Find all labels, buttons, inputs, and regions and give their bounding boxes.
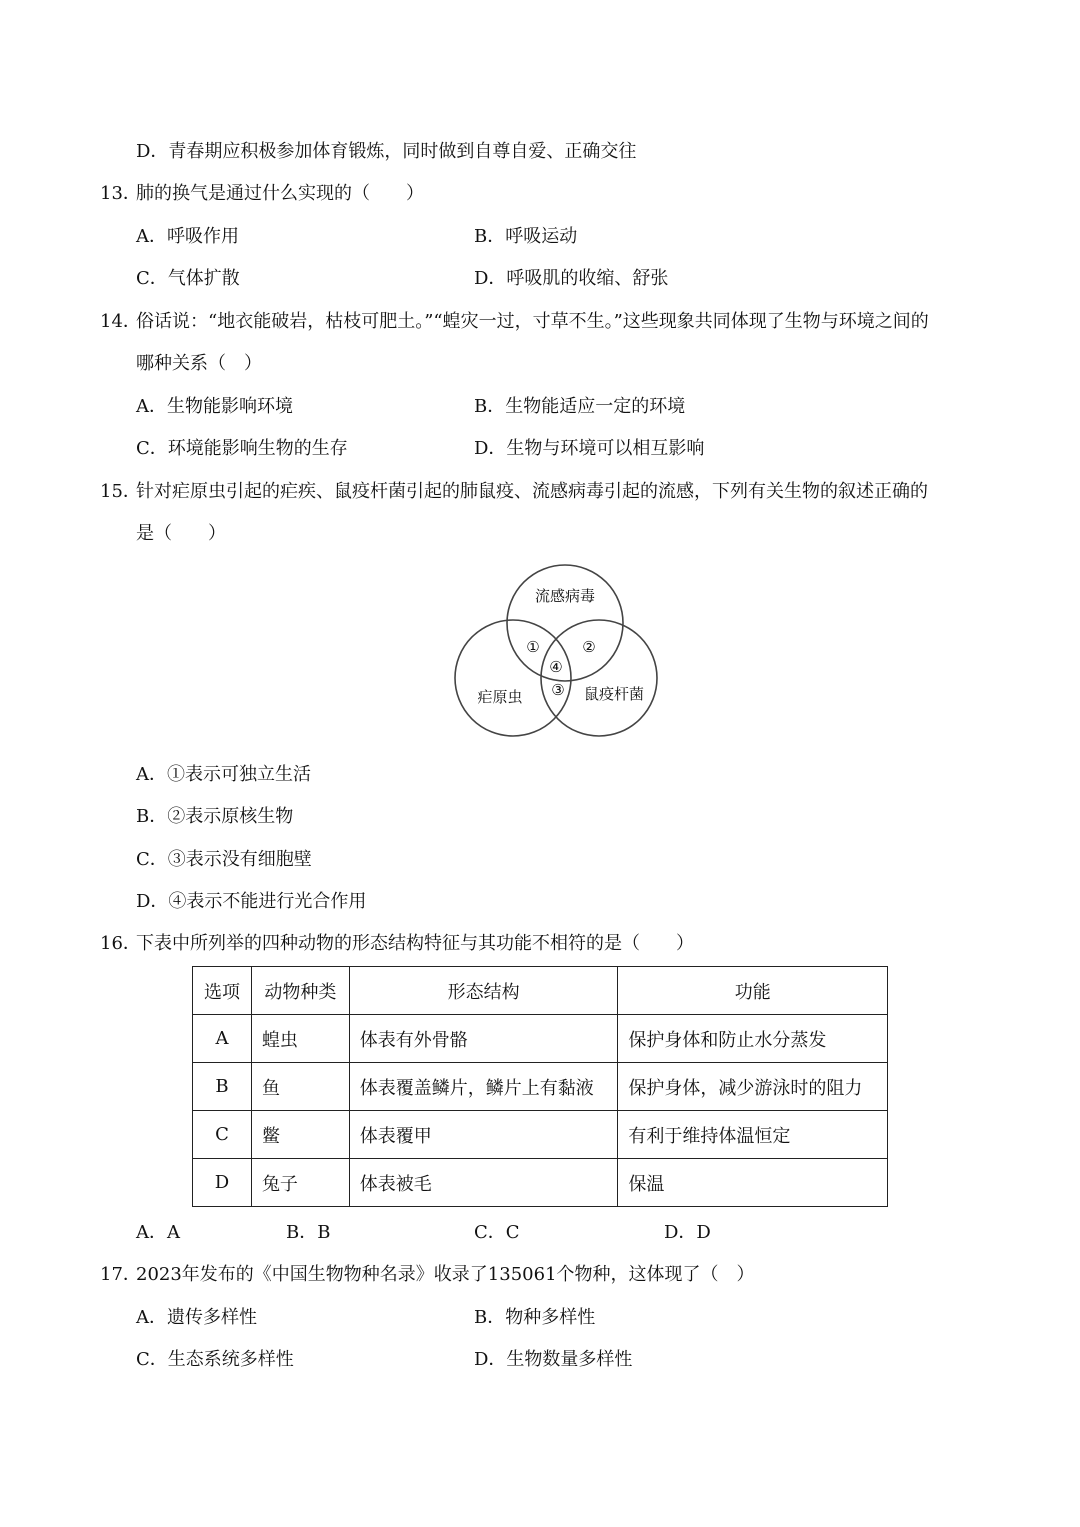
table-row [193, 1159, 888, 1207]
q14-option-b[interactable]: B．生物能适应一定的环境 [474, 396, 686, 417]
header-option: 选项 [193, 967, 252, 1015]
cell-animal: 蝗虫 [251, 1015, 349, 1063]
cell-animal: 鱼 [251, 1063, 349, 1111]
venn-circle-top [507, 565, 623, 681]
cell-structure: 体表覆盖鳞片，鳞片上有黏液 [349, 1063, 618, 1111]
q17-number: 17． [100, 1264, 141, 1285]
q15-number: 15． [100, 481, 141, 502]
cell-function: 有利于维持体温恒定 [618, 1111, 888, 1159]
q15-option-d[interactable]: D．④表示不能进行光合作用 [136, 891, 367, 912]
q14-stem-line1: 俗话说：“地衣能破岩，枯枝可肥土。”“蝗灾一过，寸草不生。”这些现象共同体现了生物与环境之间的 [136, 311, 929, 332]
q16-number: 16． [100, 933, 141, 954]
cell-function: 保温 [618, 1159, 888, 1207]
q15-option-a[interactable]: A．①表示可独立生活 [136, 764, 311, 785]
cell-option: D [193, 1159, 252, 1207]
q13-stem: 肺的换气是通过什么实现的（ ） [136, 183, 424, 204]
q16-stem: 下表中所列举的四种动物的形态结构特征与其功能不相符的是（ ） [136, 933, 694, 954]
venn-label-top: 流感病毒 [534, 587, 596, 605]
q16-option-c[interactable]: C．C [474, 1222, 520, 1243]
cell-animal: 兔子 [251, 1159, 349, 1207]
table-row [193, 1015, 888, 1063]
table-row [193, 1063, 888, 1111]
q17-option-b[interactable]: B．物种多样性 [474, 1307, 596, 1328]
cell-structure: 体表被毛 [349, 1159, 618, 1207]
q16-option-b[interactable]: B．B [286, 1222, 331, 1243]
cell-function: 保护身体和防止水分蒸发 [618, 1015, 888, 1063]
q13-option-d[interactable]: D．呼吸肌的收缩、舒张 [474, 268, 669, 289]
q17-option-a[interactable]: A．遗传多样性 [136, 1307, 257, 1328]
venn-diagram [448, 558, 664, 740]
venn-region-2: ② [582, 638, 596, 656]
q15-stem-line2: 是（ ） [136, 523, 226, 544]
cell-option: A [193, 1015, 252, 1063]
q13-option-a[interactable]: A．呼吸作用 [136, 226, 239, 247]
q15-stem-line1: 针对疟原虫引起的疟疾、鼠疫杆菌引起的肺鼠疫、流感病毒引起的流感，下列有关生物的叙述正确的 [136, 481, 928, 502]
q14-option-c[interactable]: C．环境能影响生物的生存 [136, 438, 348, 459]
q16-table [192, 966, 888, 1207]
q14-option-d[interactable]: D．生物与环境可以相互影响 [474, 438, 705, 459]
venn-label-left: 疟原虫 [477, 688, 523, 706]
q14-option-a[interactable]: A．生物能影响环境 [136, 396, 293, 417]
q16-option-a[interactable]: A．A [136, 1222, 180, 1243]
table-row [193, 1111, 888, 1159]
q14-number: 14． [100, 311, 141, 332]
table-header-row [193, 967, 888, 1015]
prev-option-d: D．青春期应积极参加体育锻炼，同时做到自尊自爱、正确交往 [136, 141, 637, 162]
q15-option-c[interactable]: C．③表示没有细胞壁 [136, 849, 312, 870]
cell-structure: 体表有外骨骼 [349, 1015, 618, 1063]
header-animal: 动物种类 [251, 967, 349, 1015]
venn-region-4: ④ [549, 658, 563, 676]
q13-option-c[interactable]: C．气体扩散 [136, 268, 240, 289]
venn-region-1: ① [526, 638, 540, 656]
q13-number: 13． [100, 183, 141, 204]
q15-option-b[interactable]: B．②表示原核生物 [136, 806, 294, 827]
q17-option-c[interactable]: C．生态系统多样性 [136, 1349, 294, 1370]
q17-stem: 2023年发布的《中国生物物种名录》收录了135061个物种，这体现了（ ） [136, 1264, 755, 1285]
venn-region-3: ③ [551, 681, 565, 699]
q14-stem-line2: 哪种关系（ ） [136, 353, 262, 374]
q13-option-b[interactable]: B．呼吸运动 [474, 226, 578, 247]
cell-option: B [193, 1063, 252, 1111]
venn-label-right: 鼠疫杆菌 [583, 685, 645, 703]
cell-animal: 鳖 [251, 1111, 349, 1159]
header-structure: 形态结构 [349, 967, 618, 1015]
q17-option-d[interactable]: D．生物数量多样性 [474, 1349, 633, 1370]
header-function: 功能 [618, 967, 888, 1015]
venn-circle-left [455, 620, 571, 736]
cell-option: C [193, 1111, 252, 1159]
cell-structure: 体表覆甲 [349, 1111, 618, 1159]
venn-circle-right [541, 620, 657, 736]
q16-option-d[interactable]: D．D [664, 1222, 711, 1243]
cell-function: 保护身体，减少游泳时的阻力 [618, 1063, 888, 1111]
